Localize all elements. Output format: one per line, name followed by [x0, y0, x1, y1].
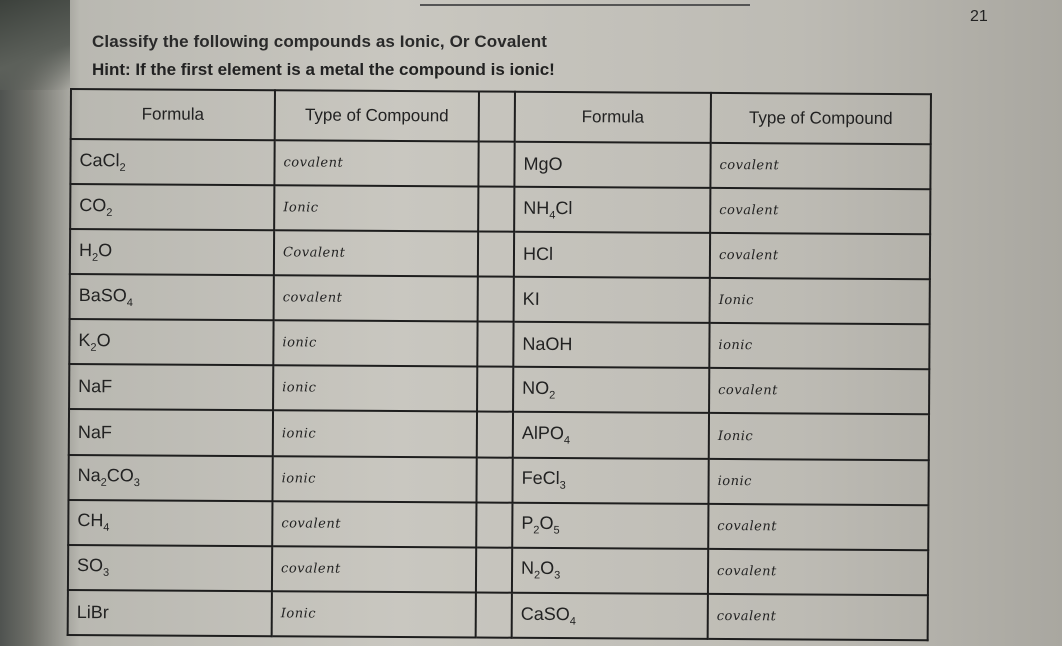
- column-gap: [477, 322, 513, 367]
- table-row: [70, 184, 930, 234]
- left-type-answer: Ionic: [274, 185, 478, 231]
- hint-text: Hint: If the first element is a metal the compound is ionic!: [92, 60, 555, 79]
- formula-subscript: 2: [533, 524, 540, 537]
- table-row: [68, 590, 928, 640]
- column-gap: [477, 367, 513, 412]
- left-formula-cell: [69, 364, 273, 410]
- formula-subscript: 4: [103, 522, 110, 535]
- instructions-text: Classify the following compounds as Ionic, Or Covalent: [92, 32, 548, 51]
- formula-subscript: 2: [100, 477, 107, 490]
- formula-text: KI: [522, 289, 540, 310]
- left-formula-cell: [68, 590, 272, 636]
- formula-text: CO: [79, 194, 107, 216]
- formula-subscript: 3: [559, 479, 566, 492]
- column-gap: [476, 592, 512, 637]
- column-gap: [478, 277, 514, 322]
- left-formula-cell: [69, 409, 273, 455]
- column-gap: [478, 232, 514, 277]
- formula-subscript: 2: [90, 341, 97, 354]
- table-row: [70, 274, 930, 324]
- right-type-answer: ionic: [708, 458, 928, 504]
- left-formula-cell: [68, 455, 272, 501]
- formula-text: N: [521, 558, 535, 579]
- formula-text: CaSO: [520, 603, 570, 624]
- formula-subscript: 4: [549, 209, 556, 222]
- left-type-answer: ionic: [273, 366, 477, 412]
- column-gap: [477, 412, 513, 457]
- formula-text: P: [521, 513, 534, 534]
- right-formula-cell: [512, 547, 708, 593]
- right-type-answer: covalent: [708, 549, 928, 595]
- right-type-answer: covalent: [710, 143, 930, 189]
- formula-text: O: [96, 330, 111, 351]
- right-type-answer: covalent: [710, 233, 930, 279]
- right-formula-cell: [514, 142, 710, 188]
- formula-text: NaF: [78, 376, 113, 397]
- table-row: [69, 409, 929, 459]
- right-formula-cell: [513, 322, 709, 368]
- page-number: 21: [970, 8, 988, 25]
- left-type-answer: covalent: [272, 501, 476, 547]
- formula-text: CaCl: [79, 149, 120, 171]
- top-rule-line: [420, 0, 750, 6]
- formula-text: BaSO: [78, 285, 127, 306]
- left-type-answer: covalent: [274, 275, 478, 321]
- formula-text: H: [78, 239, 93, 261]
- formula-subscript: 2: [91, 251, 99, 264]
- left-type-answer: ionic: [272, 456, 476, 502]
- left-type-answer: ionic: [273, 411, 477, 457]
- formula-subscript: 2: [106, 206, 113, 219]
- column-gap: [478, 187, 514, 232]
- formula-text: NO: [522, 377, 550, 399]
- classification-table: [67, 88, 932, 641]
- table-row: [70, 139, 930, 189]
- formula-subscript: 4: [569, 615, 576, 628]
- formula-text: SO: [77, 555, 104, 576]
- formula-text: CO: [106, 465, 134, 486]
- formula-text: O: [98, 240, 113, 261]
- formula-text: NaOH: [522, 334, 573, 355]
- left-formula-cell: [70, 274, 274, 320]
- column-gap: [478, 141, 514, 186]
- table-row: [70, 229, 930, 279]
- formula-subscript: 2: [119, 161, 126, 174]
- column-gap: [476, 502, 512, 547]
- formula-text: MgO: [523, 153, 563, 175]
- header-formula-right: Formula: [515, 92, 711, 143]
- left-type-answer: covalent: [272, 546, 476, 592]
- right-type-answer: ionic: [709, 323, 929, 369]
- formula-text: NH: [523, 197, 550, 218]
- table-row: [68, 545, 928, 595]
- right-type-answer: covalent: [708, 594, 928, 641]
- header-formula-left: Formula: [71, 89, 275, 140]
- formula-subscript: 4: [126, 296, 133, 309]
- formula-text: AlPO: [521, 422, 564, 444]
- formula-subscript: 3: [133, 477, 140, 490]
- table-row: [69, 319, 929, 369]
- formula-text: HCl: [522, 243, 554, 265]
- formula-text: O: [539, 513, 554, 534]
- left-formula-cell: [70, 229, 274, 275]
- formula-text: CH: [77, 510, 104, 531]
- right-formula-cell: [514, 187, 710, 233]
- left-formula-cell: [69, 319, 273, 365]
- left-formula-cell: [68, 545, 272, 591]
- formula-subscript: 4: [563, 434, 571, 447]
- right-type-answer: covalent: [710, 188, 930, 234]
- left-formula-cell: [68, 500, 272, 546]
- table-row: [68, 500, 928, 550]
- left-type-answer: covalent: [274, 140, 478, 186]
- left-type-answer: Ionic: [272, 591, 476, 637]
- right-type-answer: covalent: [709, 368, 929, 414]
- formula-subscript: 2: [549, 389, 556, 402]
- column-gap: [476, 457, 512, 502]
- formula-text: Na: [77, 465, 101, 486]
- left-type-answer: Covalent: [274, 230, 478, 276]
- table-row: [69, 364, 929, 414]
- right-type-answer: Ionic: [710, 278, 930, 324]
- header-type-right: Type of Compound: [711, 93, 931, 144]
- table-row: [68, 455, 928, 505]
- right-formula-cell: [514, 277, 710, 323]
- left-type-answer: ionic: [273, 321, 477, 367]
- right-formula-cell: [513, 412, 709, 458]
- formula-subscript: 3: [554, 569, 561, 583]
- formula-text: Cl: [555, 197, 573, 218]
- formula-text: K: [78, 330, 91, 351]
- formula-text: O: [540, 558, 555, 579]
- header-type-left: Type of Compound: [275, 90, 479, 141]
- right-formula-cell: [512, 502, 708, 548]
- right-formula-cell: [512, 457, 708, 503]
- right-formula-cell: [512, 592, 708, 638]
- formula-text: NaF: [77, 421, 112, 442]
- formula-text: FeCl: [521, 468, 560, 489]
- left-formula-cell: [70, 184, 274, 230]
- formula-subscript: 2: [533, 569, 541, 582]
- right-type-answer: covalent: [708, 504, 928, 550]
- column-gap: [479, 91, 515, 141]
- right-formula-cell: [514, 232, 710, 278]
- right-formula-cell: [513, 367, 709, 413]
- formula-text: LiBr: [76, 601, 109, 623]
- table-header-row: [71, 89, 931, 144]
- left-formula-cell: [70, 139, 274, 185]
- formula-subscript: 5: [553, 524, 560, 537]
- formula-subscript: 3: [103, 567, 110, 580]
- page-shadow: [0, 0, 70, 90]
- right-type-answer: Ionic: [709, 413, 929, 459]
- column-gap: [476, 547, 512, 592]
